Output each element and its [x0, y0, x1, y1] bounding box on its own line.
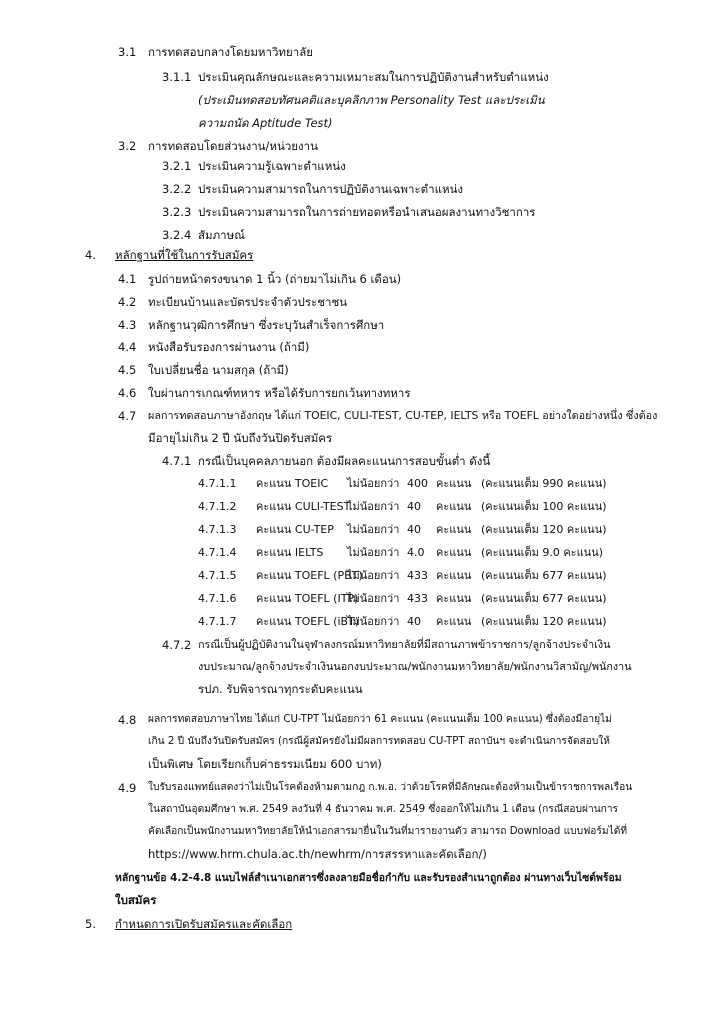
item-number: 4.7.2: [162, 638, 192, 652]
item-text: ประเมินคุณลักษณะและความเหมาะสมในการปฏิบัติงานสำหรับตำแหน่ง: [198, 70, 549, 84]
score-test: คะแนน TOEIC: [256, 477, 329, 490]
score-full: (คะแนนเต็ม 990 คะแนน): [481, 477, 607, 490]
score-min-label: ไม่น้อยกว่า: [347, 523, 400, 536]
score-number: 4.7.1.2: [198, 500, 237, 513]
score-test: คะแนน CULI-TEST: [256, 500, 351, 513]
score-min: 4.0: [407, 546, 425, 559]
item-text: ใบเปลี่ยนชื่อ นามสกุล (ถ้ามี): [148, 363, 289, 377]
item-number: 4.1: [118, 272, 137, 286]
score-unit: คะแนน: [436, 477, 472, 490]
item-text: ใบรับรองแพทย์แสดงว่าไม่เป็นโรคต้องห้ามตามกฎ ก.พ.อ. ว่าด้วยโรคที่มีลักษณะต้องห้ามเป็นข้าราชการพลเรือน: [148, 782, 633, 793]
item-text: หนังสือรับรองการผ่านงาน (ถ้ามี): [148, 340, 310, 354]
score-min-label: ไม่น้อยกว่า: [347, 546, 400, 559]
score-min: 433: [407, 569, 428, 582]
score-number: 4.7.1.7: [198, 615, 237, 628]
score-test: คะแนน TOEFL (ITP): [256, 592, 359, 605]
item-number: 4.6: [118, 386, 137, 400]
score-min-label: ไม่น้อยกว่า: [347, 569, 400, 582]
item-number: 4.8: [118, 713, 137, 727]
item-text: คัดเลือกเป็นพนักงานมหาวิทยาลัยให้นำเอกสารมายื่นในวันที่มารายงานตัว สามารถ Download แบบฟอร์มได้ที่: [148, 826, 628, 837]
item-text: เป็นพิเศษ โดยเรียกเก็บค่าธรรมเนียม 600 บาท): [148, 757, 382, 771]
score-test: คะแนน TOEFL (iBT): [256, 615, 360, 628]
score-full: (คะแนนเต็ม 120 คะแนน): [481, 523, 607, 536]
score-min-label: ไม่น้อยกว่า: [347, 477, 400, 490]
score-full: (คะแนนเต็ม 100 คะแนน): [481, 500, 607, 513]
item-number: 4.7.1: [162, 454, 192, 468]
item-text: ประเมินความสามารถในการปฏิบัติงานเฉพาะตำแหน่ง: [198, 182, 464, 196]
item-text: รูปถ่ายหน้าตรงขนาด 1 นิ้ว (ถ่ายมาไม่เกิน 6 เดือน): [148, 272, 402, 286]
score-number: 4.7.1.4: [198, 546, 237, 559]
score-unit: คะแนน: [436, 615, 472, 628]
score-min: 40: [407, 500, 421, 513]
score-min-label: ไม่น้อยกว่า: [347, 615, 400, 628]
score-min: 400: [407, 477, 428, 490]
score-full: (คะแนนเต็ม 677 คะแนน): [481, 592, 607, 605]
item-text: ผลการทดสอบภาษาไทย ได้แก่ CU-TPT ไม่น้อยกว่า 61 คะแนน (คะแนนเต็ม 100 คะแนน) ซึ่งต้องมีอายุไม่: [148, 714, 612, 725]
item-text: สัมภาษณ์: [198, 228, 245, 242]
item-number: 4.7: [118, 409, 137, 423]
score-min-label: ไม่น้อยกว่า: [347, 500, 400, 513]
score-full: (คะแนนเต็ม 120 คะแนน): [481, 615, 607, 628]
item-number: 3.1.1: [162, 70, 192, 84]
item-number: 4.5: [118, 363, 137, 377]
item-number: 4.4: [118, 340, 137, 354]
score-min-label: ไม่น้อยกว่า: [347, 592, 400, 605]
item-text: ใบผ่านการเกณฑ์ทหาร หรือได้รับการยกเว้นทางทหาร: [148, 386, 411, 400]
section-number: 5.: [85, 917, 96, 931]
score-unit: คะแนน: [436, 592, 472, 605]
item-number: 4.3: [118, 318, 137, 332]
attachment-note: หลักฐานข้อ 4.2-4.8 แนบไฟล์สำเนาเอกสารซึ่งลงลายมือชื่อกำกับ และรับรองสำเนาถูกต้อง ผ่านทางเว็บไซต์พร้อม: [115, 872, 622, 884]
item-note: ความถนัด Aptitude Test): [198, 116, 333, 130]
score-number: 4.7.1.1: [198, 477, 237, 490]
item-number: 3.2.3: [162, 205, 192, 219]
score-number: 4.7.1.6: [198, 592, 237, 605]
score-full: (คะแนนเต็ม 677 คะแนน): [481, 569, 607, 582]
item-text: ผลการทดสอบภาษาอังกฤษ ได้แก่ TOEIC, CULI-TEST, CU-TEP, IELTS หรือ TOEFL อย่างใดอย่างหนึ่ง ซึ่งต้อง: [148, 409, 658, 422]
item-text: กรณีเป็นบุคคลภายนอก ต้องมีผลคะแนนการสอบขั้นต่ำ ดังนี้: [198, 454, 491, 468]
score-test: คะแนน CU-TEP: [256, 523, 334, 536]
score-min: 433: [407, 592, 428, 605]
item-text: ประเมินความรู้เฉพาะตำแหน่ง: [198, 159, 346, 173]
item-number: 3.2.2: [162, 182, 192, 196]
section-number: 4.: [85, 248, 96, 262]
score-number: 4.7.1.5: [198, 569, 237, 582]
score-min: 40: [407, 523, 421, 536]
score-unit: คะแนน: [436, 523, 472, 536]
score-test: คะแนน IELTS: [256, 546, 324, 559]
item-text: งบประมาณ/ลูกจ้างประจำเงินนอกงบประมาณ/พนักงานมหาวิทยาลัย/พนักงานวิสามัญ/พนักงาน: [198, 660, 632, 673]
item-number: 3.2: [118, 139, 137, 153]
item-text: ในสถาบันอุดมศึกษา พ.ศ. 2549 ลงวันที่ 4 ธันวาคม พ.ศ. 2549 ซึ่งออกให้ไม่เกิน 1 เดือน (กรณีสอบผ่านการ: [148, 804, 619, 815]
item-text: การทดสอบกลางโดยมหาวิทยาลัย: [148, 45, 313, 59]
item-number: 3.1: [118, 45, 137, 59]
score-test: คะแนน TOEFL (PBT): [256, 569, 363, 582]
score-unit: คะแนน: [436, 546, 472, 559]
item-text: การทดสอบโดยส่วนงาน/หน่วยงาน: [148, 139, 318, 153]
item-text: หลักฐานวุฒิการศึกษา ซึ่งระบุวันสำเร็จการศึกษา: [148, 318, 385, 332]
item-text: มีอายุไม่เกิน 2 ปี นับถึงวันปิดรับสมัคร: [148, 431, 333, 445]
item-text: รปภ. รับพิจารณาทุกระดับคะแนน: [198, 682, 363, 696]
item-note: (ประเมินทดสอบทัศนคติและบุคลิกภาพ Personality Test และประเมิน: [198, 93, 545, 107]
score-number: 4.7.1.3: [198, 523, 237, 536]
section-title: กำหนดการเปิดรับสมัครและคัดเลือก: [115, 917, 293, 931]
item-text: https://www.hrm.chula.ac.th/newhrm/การสรรหาและคัดเลือก/): [148, 847, 487, 861]
item-text: ทะเบียนบ้านและบัตรประจำตัวประชาชน: [148, 295, 348, 309]
item-text: ประเมินความสามารถในการถ่ายทอดหรือนำเสนอผลงานทางวิชาการ: [198, 205, 536, 219]
attachment-note: ใบสมัคร: [115, 893, 157, 907]
score-min: 40: [407, 615, 421, 628]
score-unit: คะแนน: [436, 500, 472, 513]
score-unit: คะแนน: [436, 569, 472, 582]
item-number: 3.2.1: [162, 159, 192, 173]
item-number: 3.2.4: [162, 228, 192, 242]
item-number: 4.2: [118, 295, 137, 309]
item-number: 4.9: [118, 781, 137, 795]
section-title: หลักฐานที่ใช้ในการรับสมัคร: [115, 248, 254, 262]
item-text: กรณีเป็นผู้ปฏิบัติงานในจุฬาลงกรณ์มหาวิทยาลัยที่มีสถานภาพข้าราชการ/ลูกจ้างประจำเงิน: [198, 638, 611, 651]
item-text: เกิน 2 ปี นับถึงวันปิดรับสมัคร (กรณีผู้สมัครยังไม่มีผลการทดสอบ CU-TPT สถาบันฯ จะดำเนินการจัดสอบให้: [148, 736, 610, 747]
score-full: (คะแนนเต็ม 9.0 คะแนน): [481, 546, 604, 559]
